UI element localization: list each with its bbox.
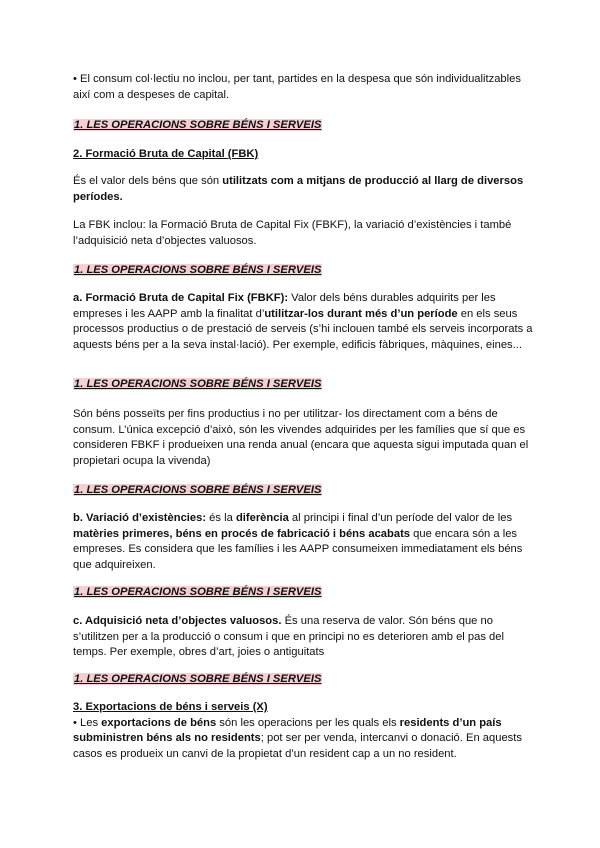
section-heading <box>73 585 533 601</box>
variacio-bold-2: matèries primeres, béns en procés de fabricació i béns acabats <box>73 527 411 540</box>
fbk-title: 2. Formació Bruta de Capital (FBK) <box>73 148 259 160</box>
fbkf-paragraph <box>73 291 533 353</box>
fbk-includes-text: La FBK inclou: la Formació Bruta de Capital Fix (FBKF), la variació d’existències i també l’adquisició neta d’objectes valuosos. <box>73 219 512 247</box>
adquisicio-paragraph <box>73 614 533 661</box>
fbk-definition <box>73 174 533 205</box>
intro-line-1: • El consum col·lectiu no inclou, per tant, partides en la despesa que són individualitzables <box>73 73 521 85</box>
fbkf-title: a. Formació Bruta de Capital Fix (FBKF): <box>73 292 289 304</box>
export-text-2: són les operacions per les quals els <box>216 716 400 729</box>
export-title: 3. Exportacions de béns i serveis (X) <box>73 701 268 713</box>
variacio-text-2: al principi i final d’un període del valor de les <box>288 512 513 524</box>
fbkf-bold-1: utilitzar-los durant més d’un període <box>264 307 458 320</box>
heading-highlight: 1. LES OPERACIONS SOBRE BÉNS I SERVEIS <box>74 673 322 685</box>
heading-highlight: 1. LES OPERACIONS SOBRE BÉNS I SERVEIS <box>74 378 322 390</box>
heading-highlight: 1. LES OPERACIONS SOBRE BÉNS I SERVEIS <box>74 264 322 276</box>
variacio-bold-1: diferència <box>235 512 289 524</box>
fbkf-continuation-text: Són béns posseïts per fins productius i no per utilitzar- los directament com a béns de consum. L’única excepció d’això, són les vivendes adquirides per les famílies que sí que es consideren FBKF i produeixen una renda anual (encara que aquesta sigui imputada quan el propietari ocupa la vivenda) <box>73 408 529 467</box>
section-heading <box>73 118 533 134</box>
section-heading <box>73 672 533 688</box>
fbkf-text-2: en els seus processos productius o de prestació de serveis (s’hi inclouen també els serveis incorporats a aquests béns per a la seva instal·lació). Per exemple, edificis fàbriques, màquines, eines... <box>73 307 533 351</box>
section-heading <box>73 483 533 499</box>
section-heading <box>73 377 533 393</box>
fbk-def-text: És el valor dels béns que són <box>73 175 223 187</box>
export-text-1: • Les <box>73 716 102 729</box>
fbk-includes <box>73 218 533 249</box>
export-text-3: ; pot ser per venda, intercanvi o donació. En aquests casos es produeix un canvi de la propietat d’un resident cap a un no resident. <box>73 732 522 760</box>
heading-highlight: 1. LES OPERACIONS SOBRE BÉNS I SERVEIS <box>74 484 322 496</box>
fbk-title-block <box>73 147 533 163</box>
fbk-def-bold: utilitzats com a mitjans de producció al llarg de diversos períodes. <box>73 175 524 203</box>
fbkf-text-1: Valor dels béns durables adquirits per les empreses i les AAPP amb la finalitat d’ <box>73 292 496 320</box>
heading-highlight: 1. LES OPERACIONS SOBRE BÉNS I SERVEIS <box>74 586 322 598</box>
export-bold-2: residents d’un país subministren béns als no residents <box>73 716 502 744</box>
export-bold-1: exportacions de béns <box>101 716 217 729</box>
heading-highlight: 1. LES OPERACIONS SOBRE BÉNS I SERVEIS <box>74 119 322 131</box>
adquisicio-title: c. Adquisició neta d’objectes valuosos. <box>73 615 282 627</box>
adquisicio-text: És una reserva de valor. Són béns que no s’utilitzen per a la producció o consum i que en principi no es deterioren amb el pas del temps. Per exemple, obres d’art, joies o antiguitats <box>73 615 504 658</box>
section-heading <box>73 263 533 279</box>
fbkf-continuation <box>73 407 533 469</box>
export-section <box>73 700 533 762</box>
intro-line-2: així com a despeses de capital. <box>73 88 230 101</box>
variacio-text-3: que encara són a les empreses. Es considera que les famílies i les AAPP consumeixen immediatament els béns que adquireixen. <box>73 527 523 571</box>
variacio-title: b. Variació d’existències: <box>73 512 207 524</box>
variacio-paragraph <box>73 511 533 573</box>
variacio-text-1: és la <box>206 512 236 524</box>
intro-paragraph <box>73 72 533 103</box>
